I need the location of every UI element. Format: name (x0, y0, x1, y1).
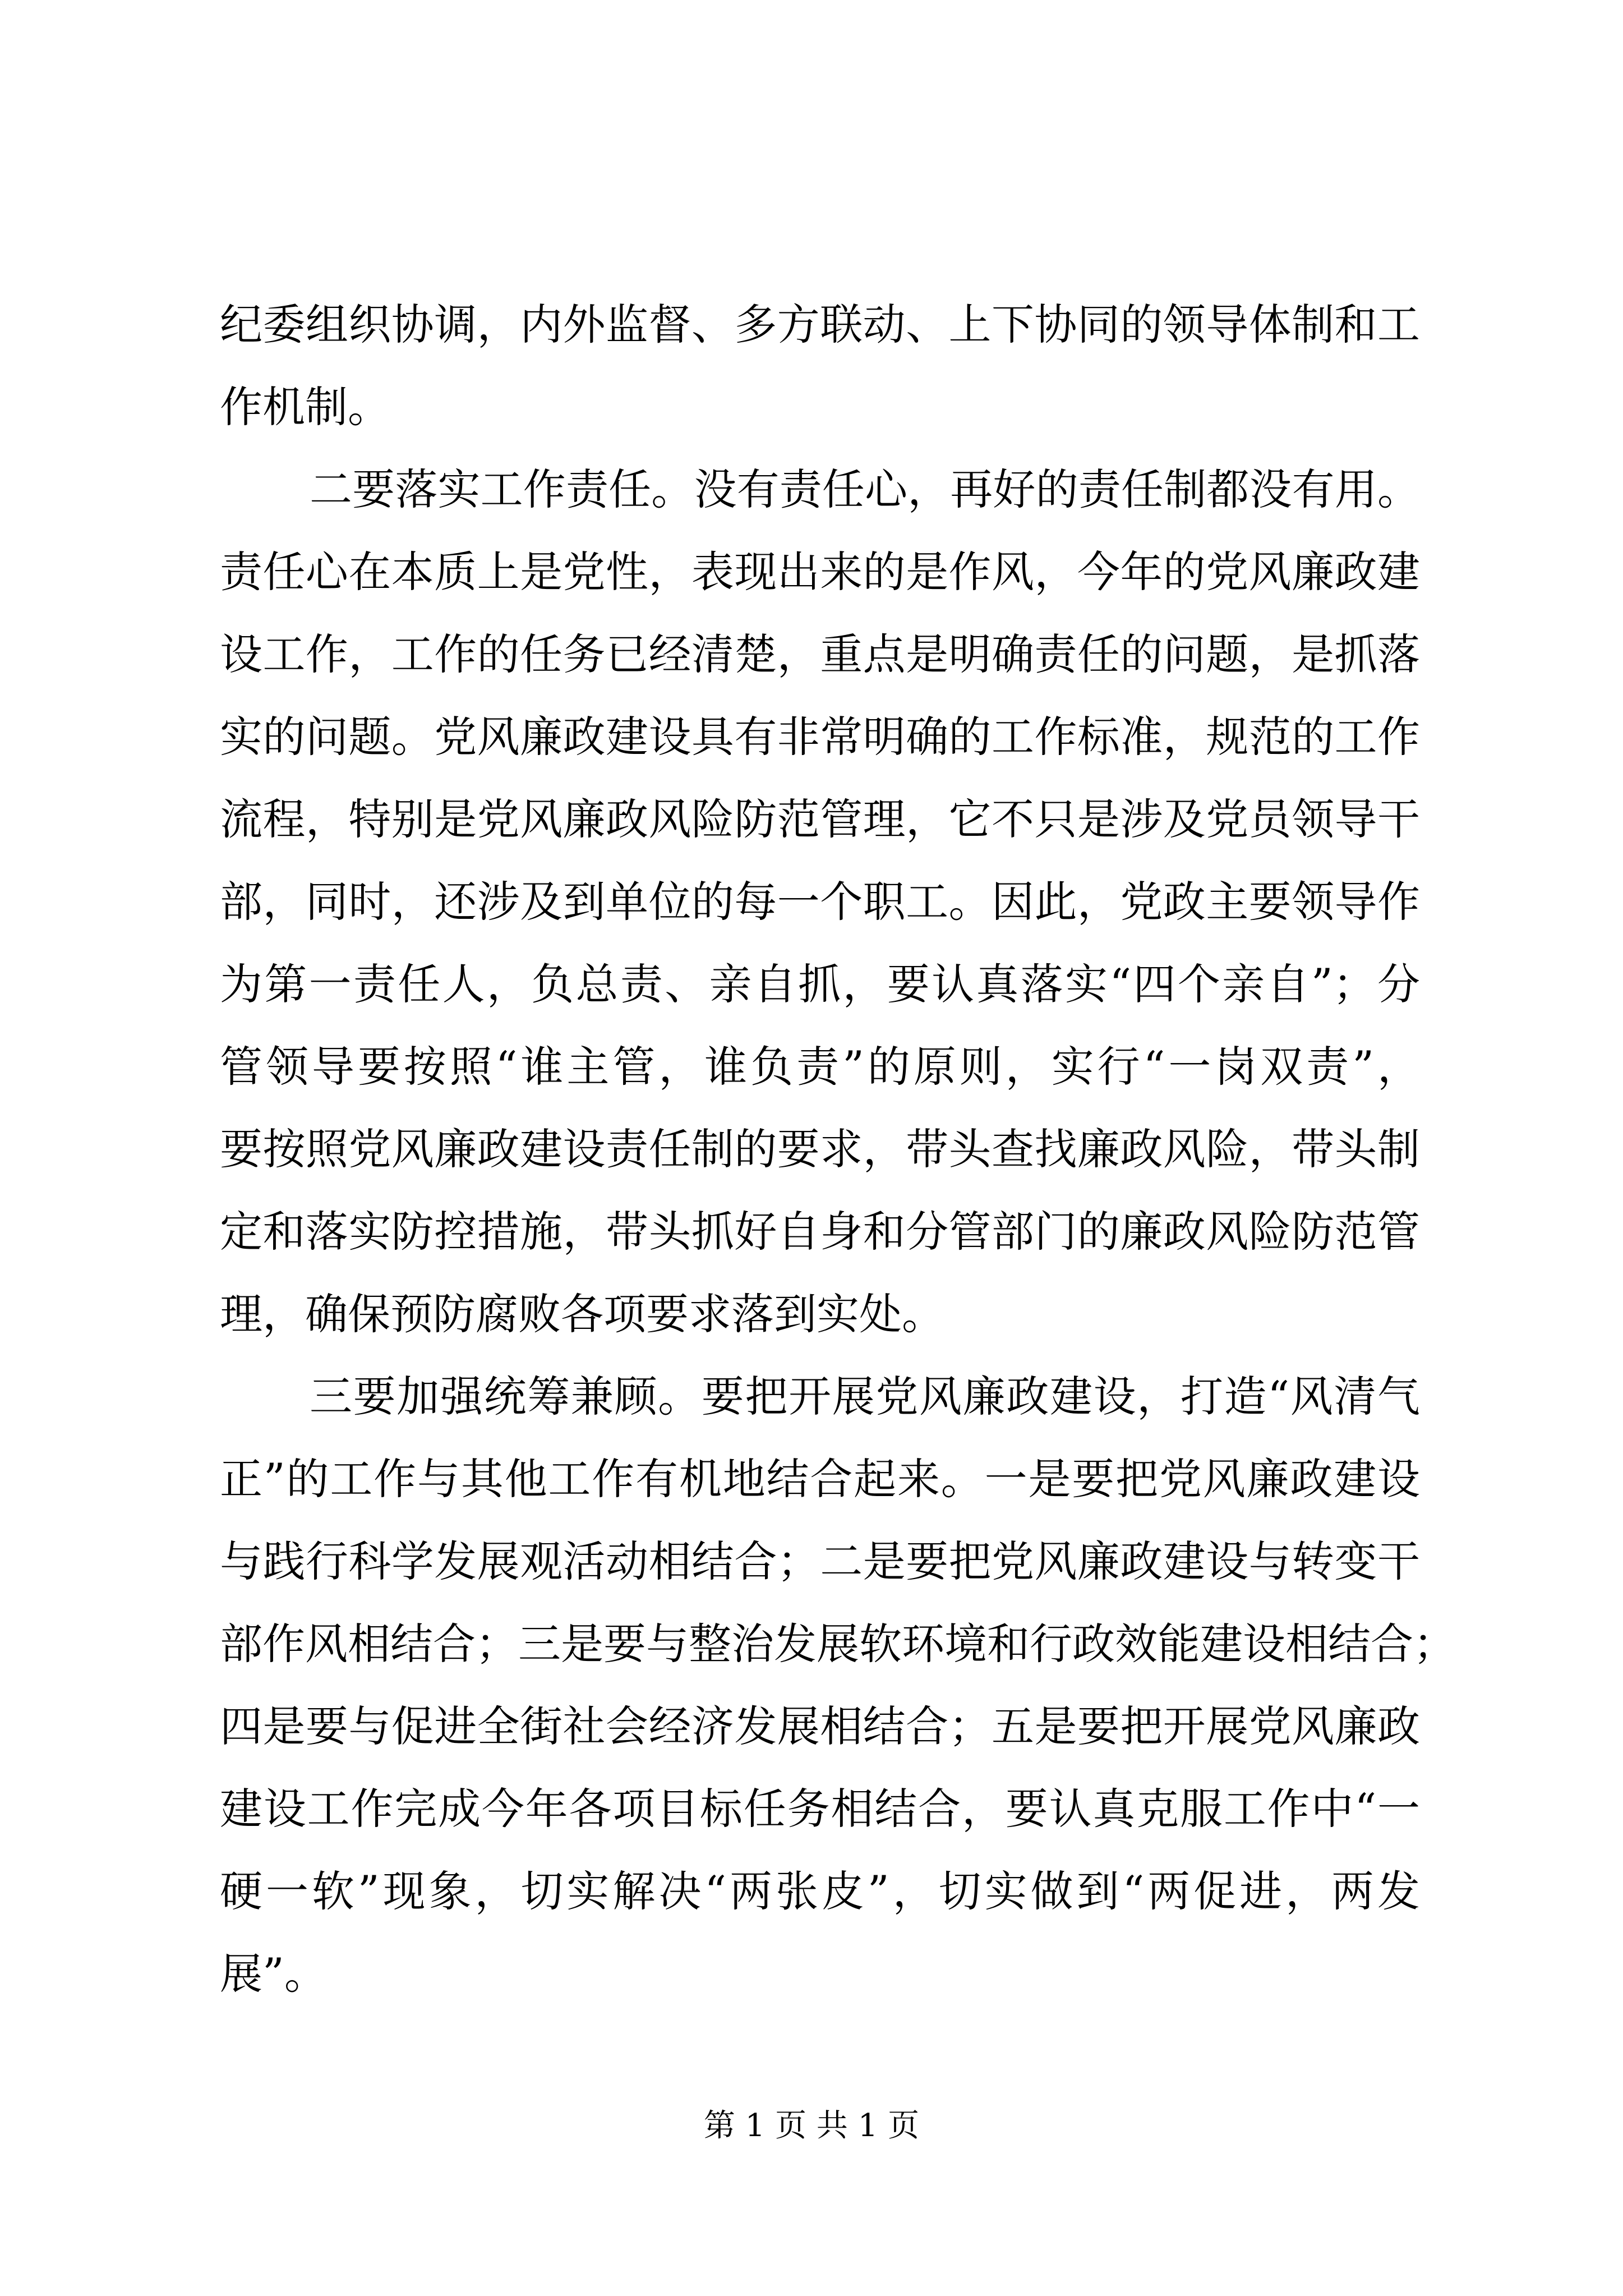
text-line: 实的问题。党风廉政建设具有非常明确的工作标准，规范的工作 (220, 712, 1420, 762)
text-line: 展”。 (220, 1949, 327, 1999)
text-line: 要按照党风廉政建设责任制的要求，带头查找廉政风险，带头制 (220, 1124, 1420, 1174)
text-line: 设工作，工作的任务已经清楚，重点是明确责任的问题，是抓落 (220, 629, 1420, 679)
text-line: 纪委组织协调，内外监督、多方联动、上下协同的领导体制和工 (220, 300, 1420, 349)
page-footer (0, 2106, 1623, 2146)
text-line: 部，同时，还涉及到单位的每一个职工。因此，党政主要领导作 (220, 877, 1420, 927)
text-line: 责任心在本质上是党性，表现出来的是作风，今年的党风廉政建 (220, 547, 1420, 597)
text-line: 定和落实防控措施，带头抓好自身和分管部门的廉政风险防范管 (220, 1207, 1420, 1257)
text-line: 硬一软”现象，切实解决“两张皮”，切实做到“两促进，两发 (220, 1866, 1420, 1916)
text-line: 部作风相结合；三是要与整治发展软环境和行政效能建设相结合； (220, 1619, 1456, 1669)
page-number: 第 1 页 共 1 页 (703, 2108, 920, 2144)
text-line: 建设工作完成今年各项目标任务相结合，要认真克服工作中“一 (220, 1784, 1420, 1834)
paragraph-start-line: 二要落实工作责任。没有责任心，再好的责任制都没有用。 (310, 464, 1420, 514)
text-line: 为第一责任人，负总责、亲自抓，要认真落实“四个亲自”；分 (220, 959, 1420, 1009)
text-line: 流程，特别是党风廉政风险防范管理，它不只是涉及党员领导干 (220, 794, 1420, 844)
text-line: 理，确保预防腐败各项要求落到实处。 (220, 1289, 944, 1339)
text-line: 管领导要按照“谁主管，谁负责”的原则，实行“一岗双责”， (220, 1042, 1420, 1092)
text-line: 四是要与促进全街社会经济发展相结合；五是要把开展党风廉政 (220, 1701, 1420, 1751)
document-body (220, 283, 1456, 2015)
text-line: 作机制。 (220, 382, 390, 432)
text-line: 正”的工作与其他工作有机地结合起来。一是要把党风廉政建设 (220, 1454, 1420, 1504)
paragraph-start-line: 三要加强统筹兼顾。要把开展党风廉政建设，打造“风清气 (310, 1372, 1420, 1421)
text-line: 与践行科学发展观活动相结合；二是要把党风廉政建设与转变干 (220, 1536, 1420, 1586)
